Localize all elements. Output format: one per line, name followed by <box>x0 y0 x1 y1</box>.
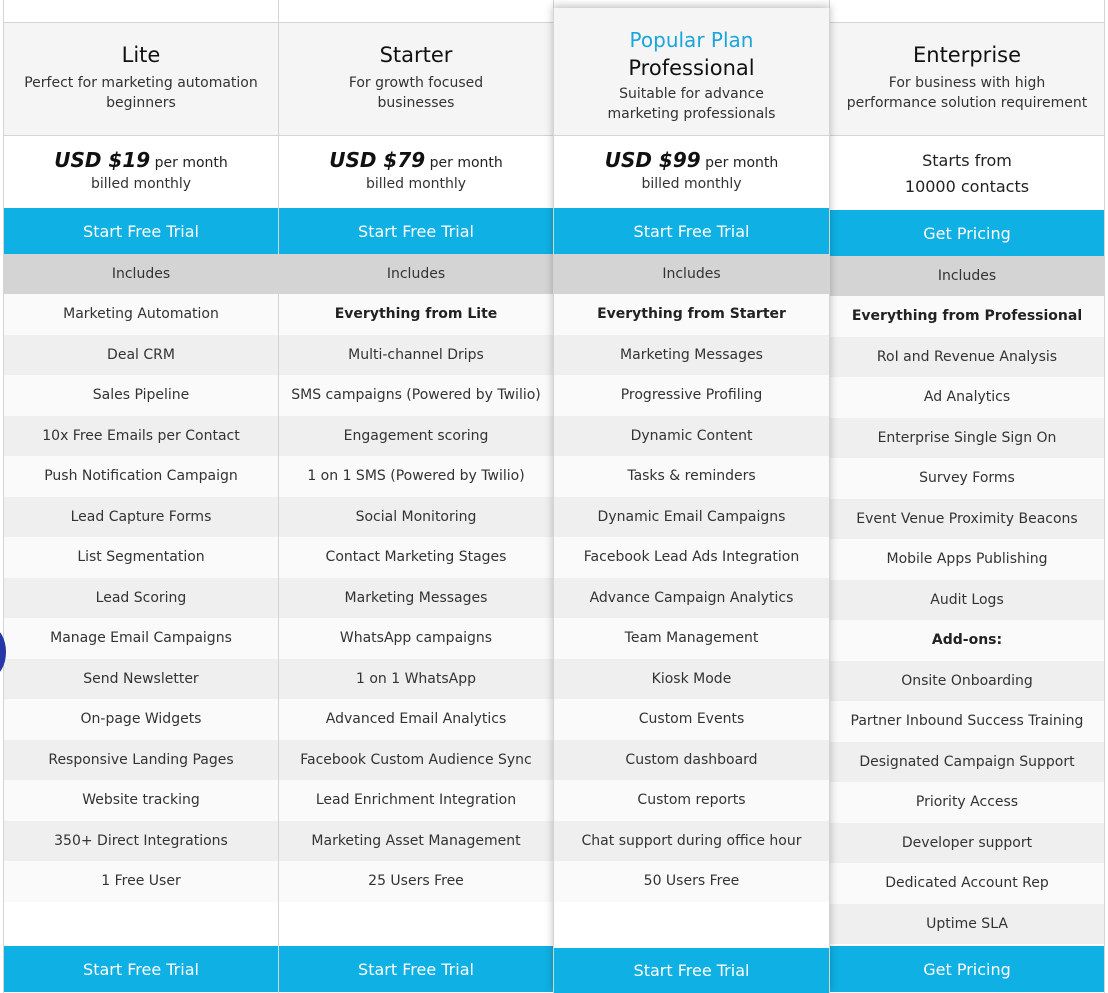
feature-list <box>554 294 829 902</box>
feature-item: Dynamic Content <box>554 416 829 457</box>
feature-item: Custom Events <box>554 699 829 740</box>
price-period: per month <box>150 155 228 171</box>
get-pricing-bottom-button[interactable]: Get Pricing <box>830 946 1104 992</box>
feature-item: SMS campaigns (Powered by Twilio) <box>279 375 553 416</box>
plan-description: Suitable for advance marketing professionals <box>607 86 776 122</box>
plan-name: Starter <box>379 43 453 67</box>
feature-item: Advance Campaign Analytics <box>554 578 829 619</box>
plan-name: Professional <box>628 56 755 80</box>
feature-item: Deal CRM <box>4 335 278 376</box>
plan-description: For growth focused businesses <box>348 75 484 111</box>
feature-item: Developer support <box>830 823 1104 864</box>
feature-item: Everything from Professional <box>830 296 1104 337</box>
plan-column-professional <box>553 8 830 993</box>
feature-item: Everything from Lite <box>279 294 553 335</box>
feature-item: Sales Pipeline <box>4 375 278 416</box>
feature-item: Event Venue Proximity Beacons <box>830 499 1104 540</box>
price-period: per month <box>700 155 779 171</box>
feature-item: Manage Email Campaigns <box>4 618 278 659</box>
feature-item: Custom dashboard <box>554 740 829 781</box>
feature-item: Custom reports <box>554 780 829 821</box>
feature-item: List Segmentation <box>4 537 278 578</box>
feature-item: 1 Free User <box>4 861 278 902</box>
plan-name: Enterprise <box>912 43 1022 67</box>
feature-item: Chat support during office hour <box>554 821 829 862</box>
feature-item: Website tracking <box>4 780 278 821</box>
feature-item: Designated Campaign Support <box>830 742 1104 783</box>
plan-price <box>4 148 278 192</box>
feature-item: 50 Users Free <box>554 861 829 902</box>
plan-price <box>830 148 1104 200</box>
feature-item: Facebook Custom Audience Sync <box>279 740 553 781</box>
feature-item: Marketing Messages <box>554 335 829 376</box>
feature-item: 10x Free Emails per Contact <box>4 416 278 457</box>
feature-item: Survey Forms <box>830 458 1104 499</box>
feature-item: Audit Logs <box>830 580 1104 621</box>
start-free-trial-button[interactable]: Start Free Trial <box>4 208 278 254</box>
feature-item: Dynamic Email Campaigns <box>554 497 829 538</box>
popular-plan-badge: Popular Plan <box>629 28 754 52</box>
start-free-trial-bottom-button[interactable]: Start Free Trial <box>279 946 553 992</box>
feature-item: Multi-channel Drips <box>279 335 553 376</box>
feature-item: Tasks & reminders <box>554 456 829 497</box>
feature-item: Team Management <box>554 618 829 659</box>
price-period: per month <box>425 155 503 171</box>
feature-item: Marketing Messages <box>279 578 553 619</box>
feature-list <box>279 294 553 902</box>
plan-name: Lite <box>121 43 161 67</box>
feature-item: Mobile Apps Publishing <box>830 539 1104 580</box>
starts-from-label: Starts from <box>922 151 1012 170</box>
feature-item: Partner Inbound Success Training <box>830 701 1104 742</box>
feature-item: Lead Scoring <box>4 578 278 619</box>
feature-list <box>830 296 1104 944</box>
feature-item: 350+ Direct Integrations <box>4 821 278 862</box>
plan-description: Perfect for marketing automation beginners <box>24 75 258 111</box>
feature-item: Priority Access <box>830 782 1104 823</box>
feature-item: Lead Enrichment Integration <box>279 780 553 821</box>
get-pricing-button[interactable]: Get Pricing <box>830 210 1104 256</box>
plan-column-lite <box>3 0 279 993</box>
billing-period: billed monthly <box>90 176 192 192</box>
feature-item: 1 on 1 WhatsApp <box>279 659 553 700</box>
feature-item: Onsite Onboarding <box>830 661 1104 702</box>
plan-price <box>279 148 553 192</box>
starts-from-contacts: 10000 contacts <box>904 177 1030 196</box>
feature-item: Marketing Automation <box>4 294 278 335</box>
includes-header: Includes <box>4 254 278 294</box>
includes-header: Includes <box>554 254 829 294</box>
includes-header: Includes <box>830 256 1104 296</box>
feature-item: Enterprise Single Sign On <box>830 418 1104 459</box>
start-free-trial-button[interactable]: Start Free Trial <box>279 208 553 254</box>
feature-item: Responsive Landing Pages <box>4 740 278 781</box>
feature-item: Send Newsletter <box>4 659 278 700</box>
feature-item: Advanced Email Analytics <box>279 699 553 740</box>
feature-item: Uptime SLA <box>830 904 1104 945</box>
feature-item: Everything from Starter <box>554 294 829 335</box>
plan-header <box>830 22 1104 136</box>
billing-period: billed monthly <box>641 176 742 192</box>
feature-item: RoI and Revenue Analysis <box>830 337 1104 378</box>
includes-header: Includes <box>279 254 553 294</box>
addons-heading: Add-ons: <box>830 620 1104 661</box>
plan-header <box>4 22 278 136</box>
price-amount: USD $99 <box>604 148 701 172</box>
feature-item: Dedicated Account Rep <box>830 863 1104 904</box>
feature-item: Facebook Lead Ads Integration <box>554 537 829 578</box>
plan-price <box>554 148 829 192</box>
feature-item: Lead Capture Forms <box>4 497 278 538</box>
feature-item: WhatsApp campaigns <box>279 618 553 659</box>
price-amount: USD $79 <box>329 148 426 172</box>
plan-header <box>554 8 829 136</box>
feature-item: Contact Marketing Stages <box>279 537 553 578</box>
feature-item: Engagement scoring <box>279 416 553 457</box>
feature-item: Push Notification Campaign <box>4 456 278 497</box>
billing-period: billed monthly <box>365 176 467 192</box>
feature-item: Kiosk Mode <box>554 659 829 700</box>
feature-item: On-page Widgets <box>4 699 278 740</box>
feature-item: Social Monitoring <box>279 497 553 538</box>
start-free-trial-bottom-button[interactable]: Start Free Trial <box>4 946 278 992</box>
start-free-trial-button[interactable]: Start Free Trial <box>554 208 829 254</box>
price-amount: USD $19 <box>54 148 151 172</box>
plan-description: For business with high performance solution requirement <box>846 75 1088 111</box>
feature-item: 1 on 1 SMS (Powered by Twilio) <box>279 456 553 497</box>
plan-column-starter <box>278 0 554 993</box>
plan-column-enterprise <box>829 0 1105 993</box>
feature-item: 25 Users Free <box>279 861 553 902</box>
start-free-trial-bottom-button[interactable]: Start Free Trial <box>554 948 829 993</box>
feature-item: Progressive Profiling <box>554 375 829 416</box>
feature-list <box>4 294 278 902</box>
feature-item: Ad Analytics <box>830 377 1104 418</box>
feature-item: Marketing Asset Management <box>279 821 553 862</box>
plan-header <box>279 22 553 136</box>
